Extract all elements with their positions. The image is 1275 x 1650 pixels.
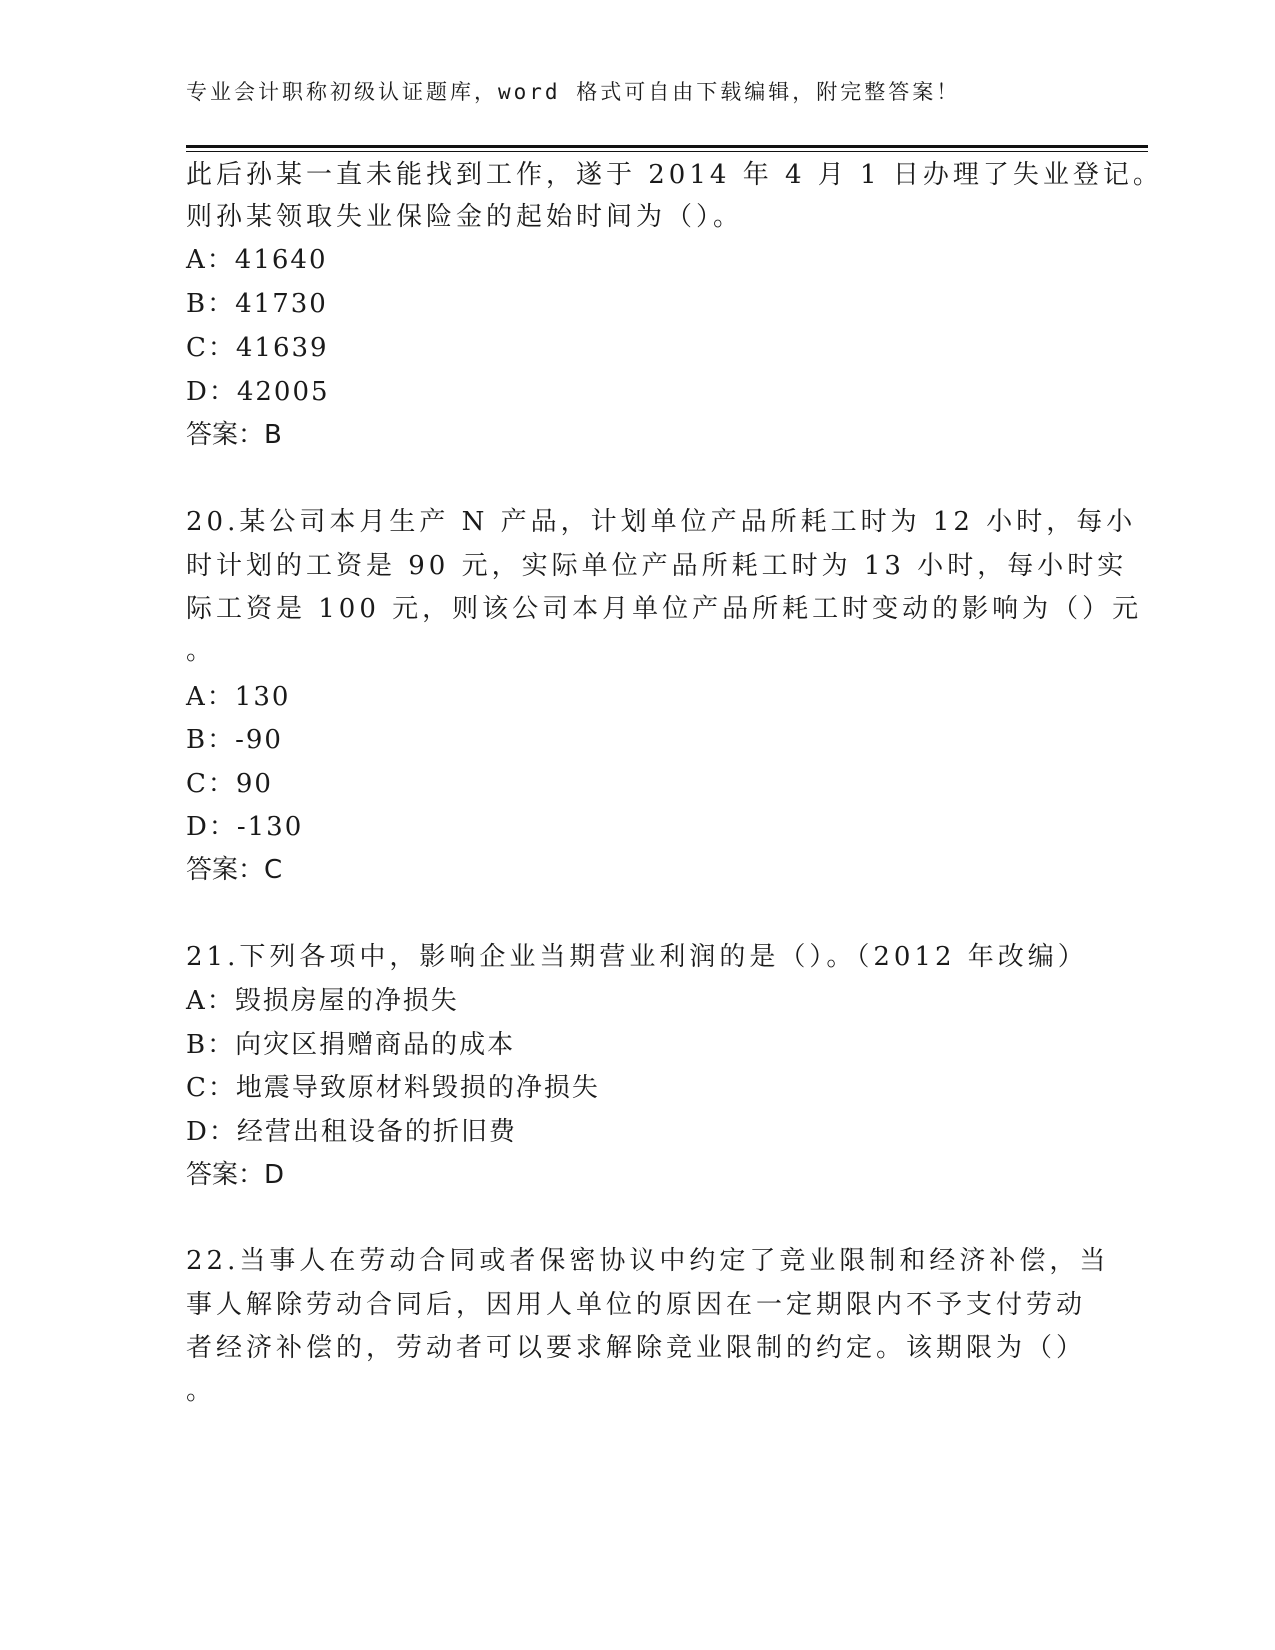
question-21-option-b: B：向灾区捐赠商品的成本 — [186, 1030, 516, 1060]
question-20-option-a: A：130 — [186, 682, 291, 712]
question-20-line-4: 。 — [186, 636, 217, 666]
question-19-option-a: A：41640 — [186, 245, 328, 275]
question-20-line-3: 际工资是 100 元，则该公司本月单位产品所耗工时变动的影响为（）元 — [186, 594, 1143, 624]
question-19-option-d: D：42005 — [186, 377, 330, 407]
question-21-answer: 答案：D — [186, 1160, 285, 1190]
question-22-line-3: 者经济补偿的，劳动者可以要求解除竞业限制的约定。该期限为（） — [186, 1333, 1087, 1363]
question-19-option-b: B：41730 — [186, 289, 328, 319]
question-20-answer: 答案：C — [186, 855, 283, 885]
question-20-option-c: C：90 — [186, 769, 273, 799]
question-20-option-d: D：-130 — [186, 812, 304, 842]
question-19-line-2: 则孙某领取失业保险金的起始时间为（）。 — [186, 202, 744, 232]
question-21-option-a: A：毁损房屋的净损失 — [186, 986, 459, 1016]
question-22-line-1: 22.当事人在劳动合同或者保密协议中约定了竞业限制和经济补偿，当 — [186, 1246, 1110, 1276]
header-divider-thin — [186, 151, 1148, 152]
page-header: 专业会计职称初级认证题库，word 格式可自由下载编辑，附完整答案！ — [186, 80, 961, 104]
question-19-line-1: 此后孙某一直未能找到工作，遂于 2014 年 4 月 1 日办理了失业登记。 — [186, 160, 1163, 190]
question-22-line-2: 事人解除劳动合同后，因用人单位的原因在一定期限内不予支付劳动 — [186, 1290, 1087, 1320]
question-20-option-b: B：-90 — [186, 725, 283, 755]
header-divider-thick — [186, 145, 1148, 148]
question-20-line-1: 20.某公司本月生产 N 产品，计划单位产品所耗工时为 12 小时，每小 — [186, 507, 1137, 537]
question-21-line-1: 21.下列各项中，影响企业当期营业利润的是（）。（2012 年改编） — [186, 942, 1088, 972]
question-20-line-2: 时计划的工资是 90 元，实际单位产品所耗工时为 13 小时，每小时实 — [186, 551, 1128, 581]
question-21-option-d: D：经营出租设备的折旧费 — [186, 1117, 517, 1147]
question-19-answer: 答案：B — [186, 420, 282, 450]
question-21-option-c: C：地震导致原材料毁损的净损失 — [186, 1073, 600, 1103]
question-22-line-4: 。 — [186, 1376, 217, 1406]
question-19-option-c: C：41639 — [186, 333, 329, 363]
